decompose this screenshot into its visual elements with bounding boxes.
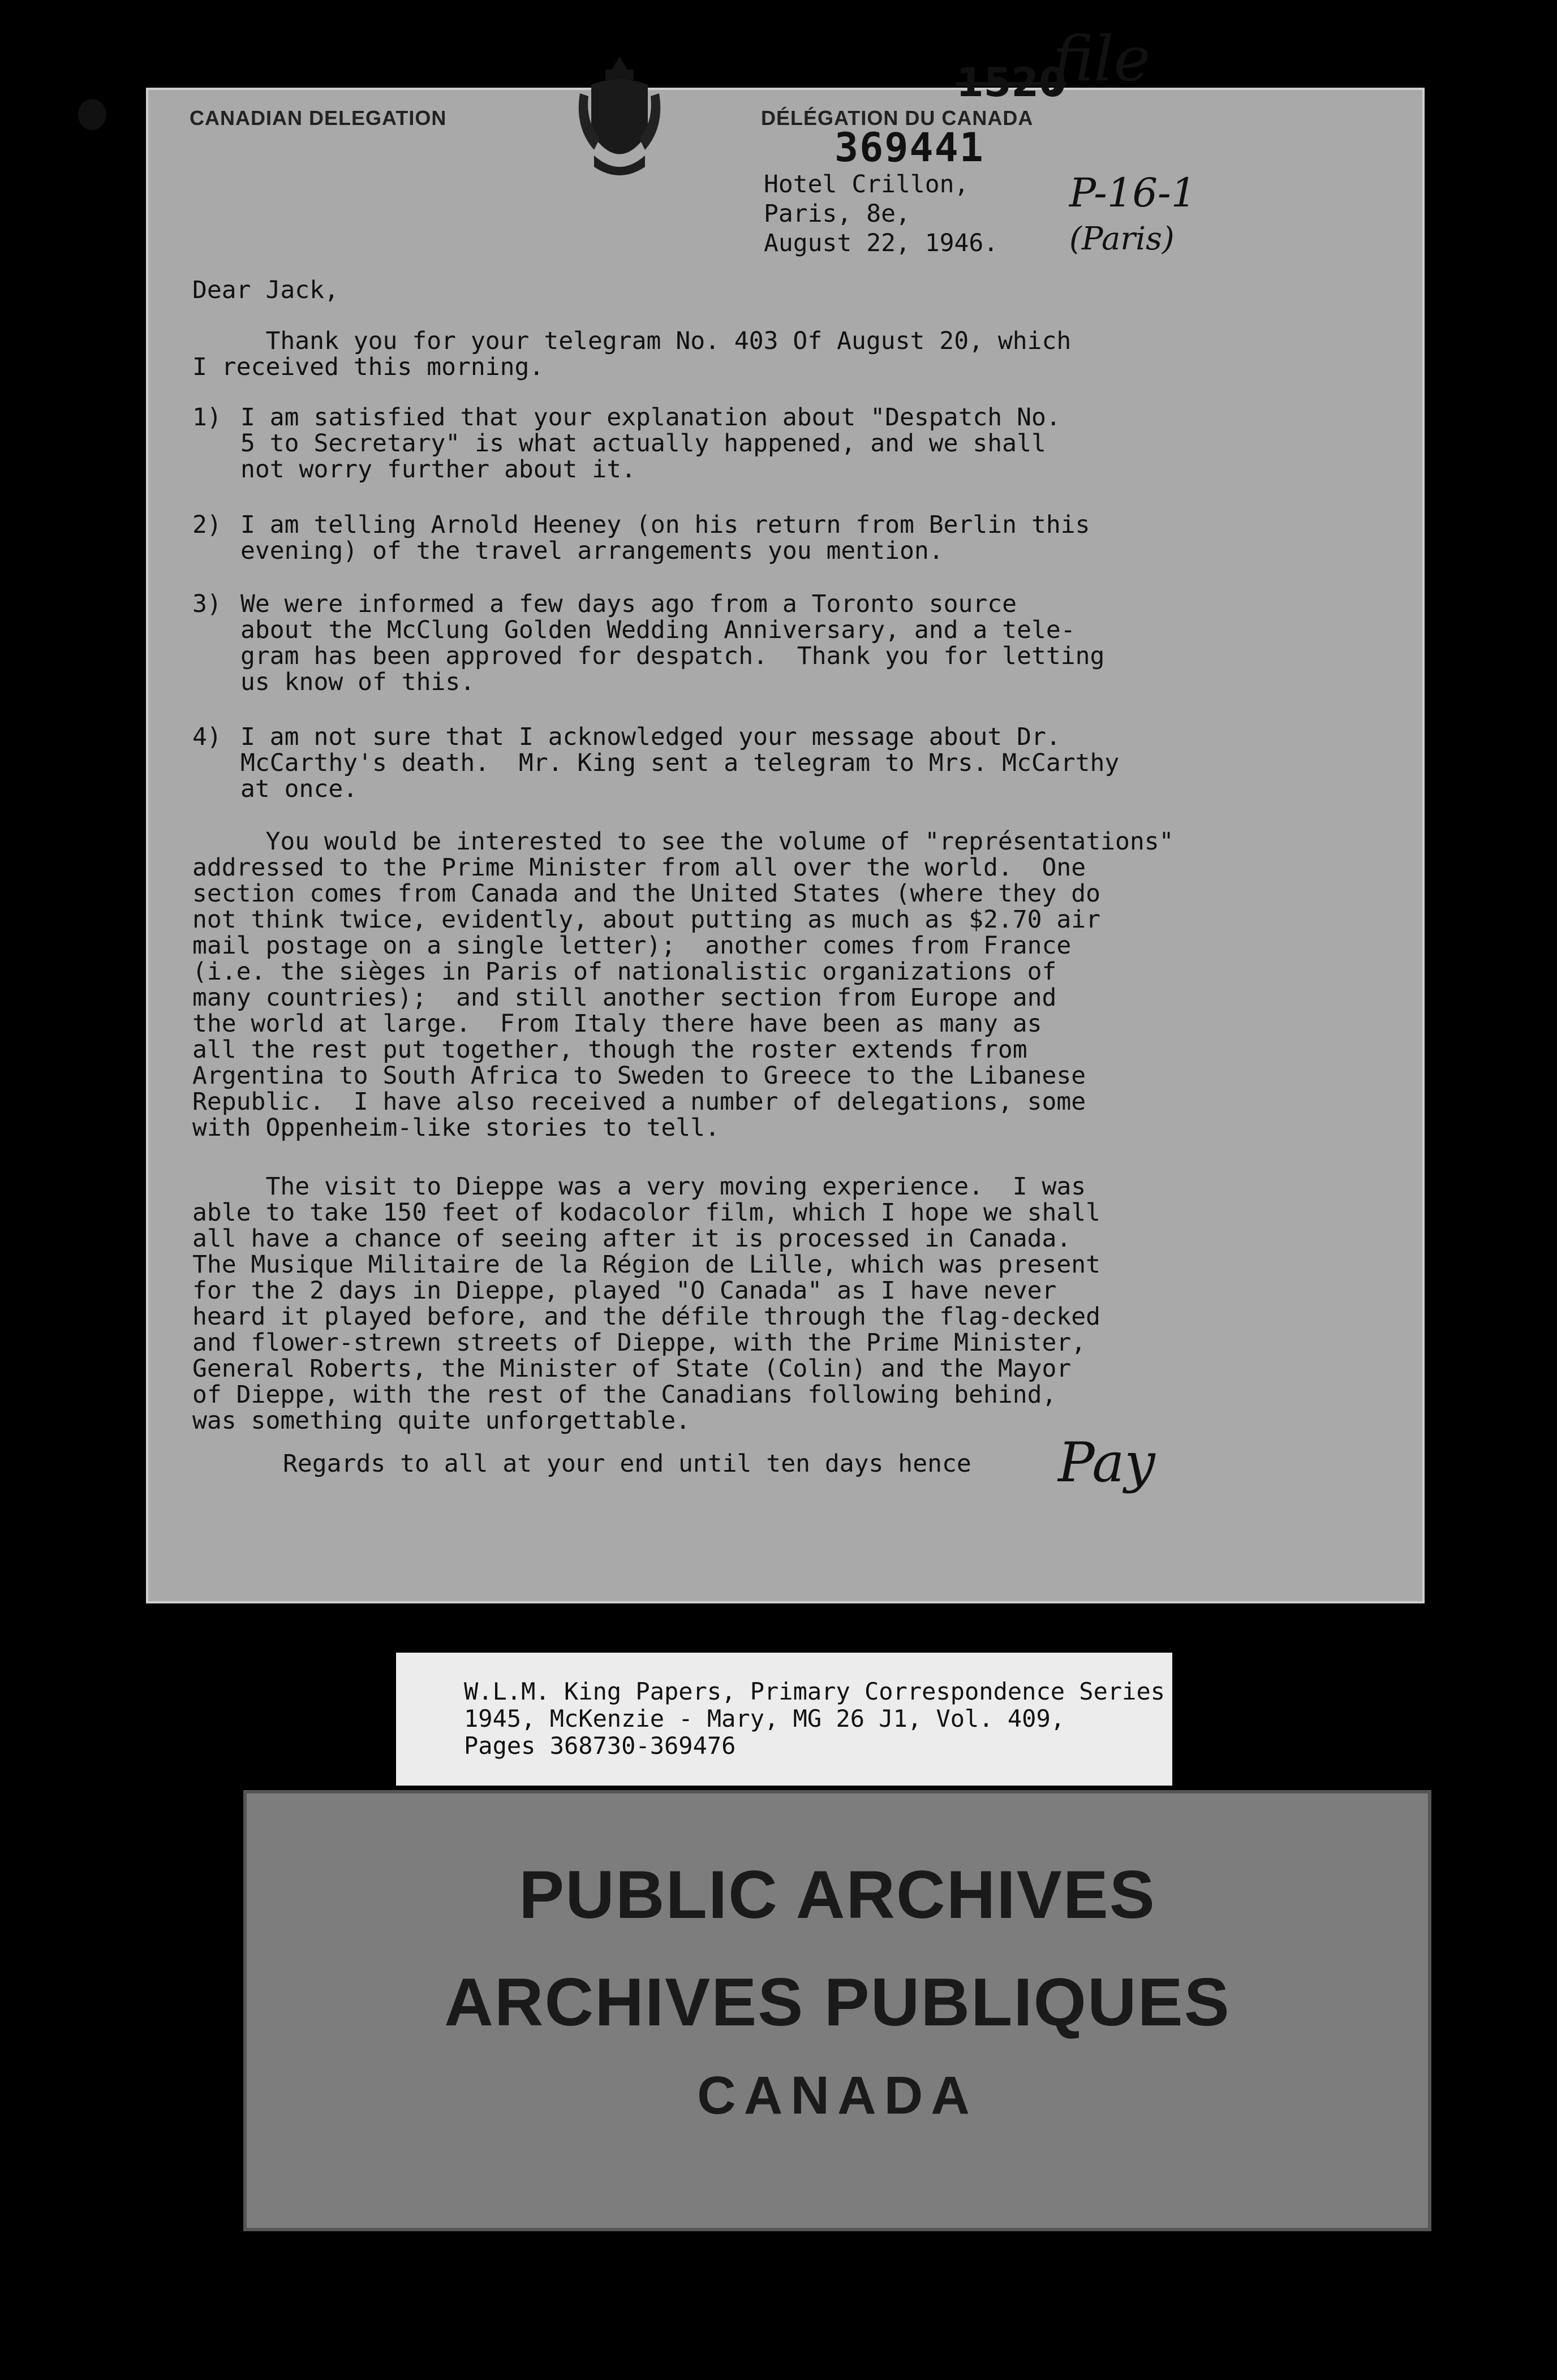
list-item-number: 4)	[192, 723, 222, 751]
list-item-number: 3)	[192, 590, 222, 618]
list-item-text: I am not sure that I acknowledged your message about Dr. McCarthy's death. Mr. King sent a telegram to Mrs. McCarthy at once.	[240, 723, 1120, 803]
archive-reference-label	[396, 1653, 1172, 1786]
archive-banner-french: ARCHIVES PUBLIQUES	[444, 1964, 1231, 2040]
struck-file-number: 1520	[956, 59, 1066, 106]
archive-label-line-3: Pages 368730-369476	[464, 1732, 736, 1760]
handwritten-signature: Pay	[1058, 1431, 1155, 1494]
list-item-number: 1)	[192, 403, 222, 432]
handwritten-file-note: file	[1052, 23, 1151, 95]
handwritten-file-reference: P-16-1	[1069, 170, 1197, 216]
sender-address	[764, 170, 998, 258]
archive-banner-english: PUBLIC ARCHIVES	[519, 1857, 1156, 1933]
dieppe-paragraph: The visit to Dieppe was a very moving experience. I was able to take 150 feet of kodacolor film, which I hope we shall all have a chance of seeing after it is processed in Canada. The Musique Militaire de la Région de Lille, which was present for the 2 days in Dieppe, played "O Canada" as I have never heard it played before, and the défile through the flag-decked and flower-strewn streets of Dieppe, with the Prime Minister, General Roberts, the Minister of State (Colin) and the Mayor of Dieppe, with the rest of the Canadians following behind, was something quite unforgettable.	[192, 1172, 1101, 1435]
list-item-number: 2)	[192, 511, 222, 539]
punch-hole	[78, 99, 106, 130]
address-line-1: Hotel Crillon,	[764, 170, 969, 199]
letterhead-right: DÉLÉGATION DU CANADA	[761, 106, 1034, 130]
public-archives-banner	[243, 1790, 1431, 2231]
list-item-text: I am telling Arnold Heeney (on his return from Berlin this evening) of the travel arrangements you mention.	[240, 511, 1090, 565]
representations-paragraph: You would be interested to see the volume of "représentations" addressed to the Prime Minister from all over the world. One section comes from Canada and the United States (where they do not think twice, evidently, about putting as much as $2.70 air mail postage on a single letter); another comes from France (i.e. the sièges in Paris of nationalistic organizations of many countries); and still another section from Europe and the world at large. From Italy there have been as many as all the rest put together, though the roster extends from Argentina to South Africa to Sweden to Greece to the Libanese Republic. I have also received a number of delegations, some with Oppenheim-like stories to tell.	[192, 827, 1174, 1142]
closing-line: Regards to all at your end until ten days hence	[283, 1450, 971, 1478]
handwritten-paris-note: (Paris)	[1069, 221, 1175, 257]
letterhead-left: CANADIAN DELEGATION	[190, 106, 447, 130]
address-date: August 22, 1946.	[764, 229, 999, 257]
address-line-2: Paris, 8e,	[764, 200, 910, 228]
archive-banner-country: CANADA	[697, 2066, 978, 2125]
document-stamp-number: 369441	[835, 124, 984, 171]
list-item-text: We were informed a few days ago from a Toronto source about the McClung Golden Wedding Anniversary, and a tele- gram has been approved for despatch. Thank you for letting us know of this.	[240, 590, 1105, 696]
list-item-text: I am satisfied that your explanation about "Despatch No. 5 to Secretary" is what actually happened, and we shall not worry further about it.	[240, 403, 1061, 484]
salutation: Dear Jack,	[192, 276, 339, 304]
archive-label-line-1: W.L.M. King Papers, Primary Correspondence Series	[464, 1678, 1165, 1705]
intro-paragraph: Thank you for your telegram No. 403 Of August 20, which I received this morning.	[192, 327, 1072, 381]
archive-label-line-2: 1945, McKenzie - Mary, MG 26 J1, Vol. 409,	[464, 1705, 1065, 1732]
coat-of-arms-icon	[571, 54, 668, 184]
